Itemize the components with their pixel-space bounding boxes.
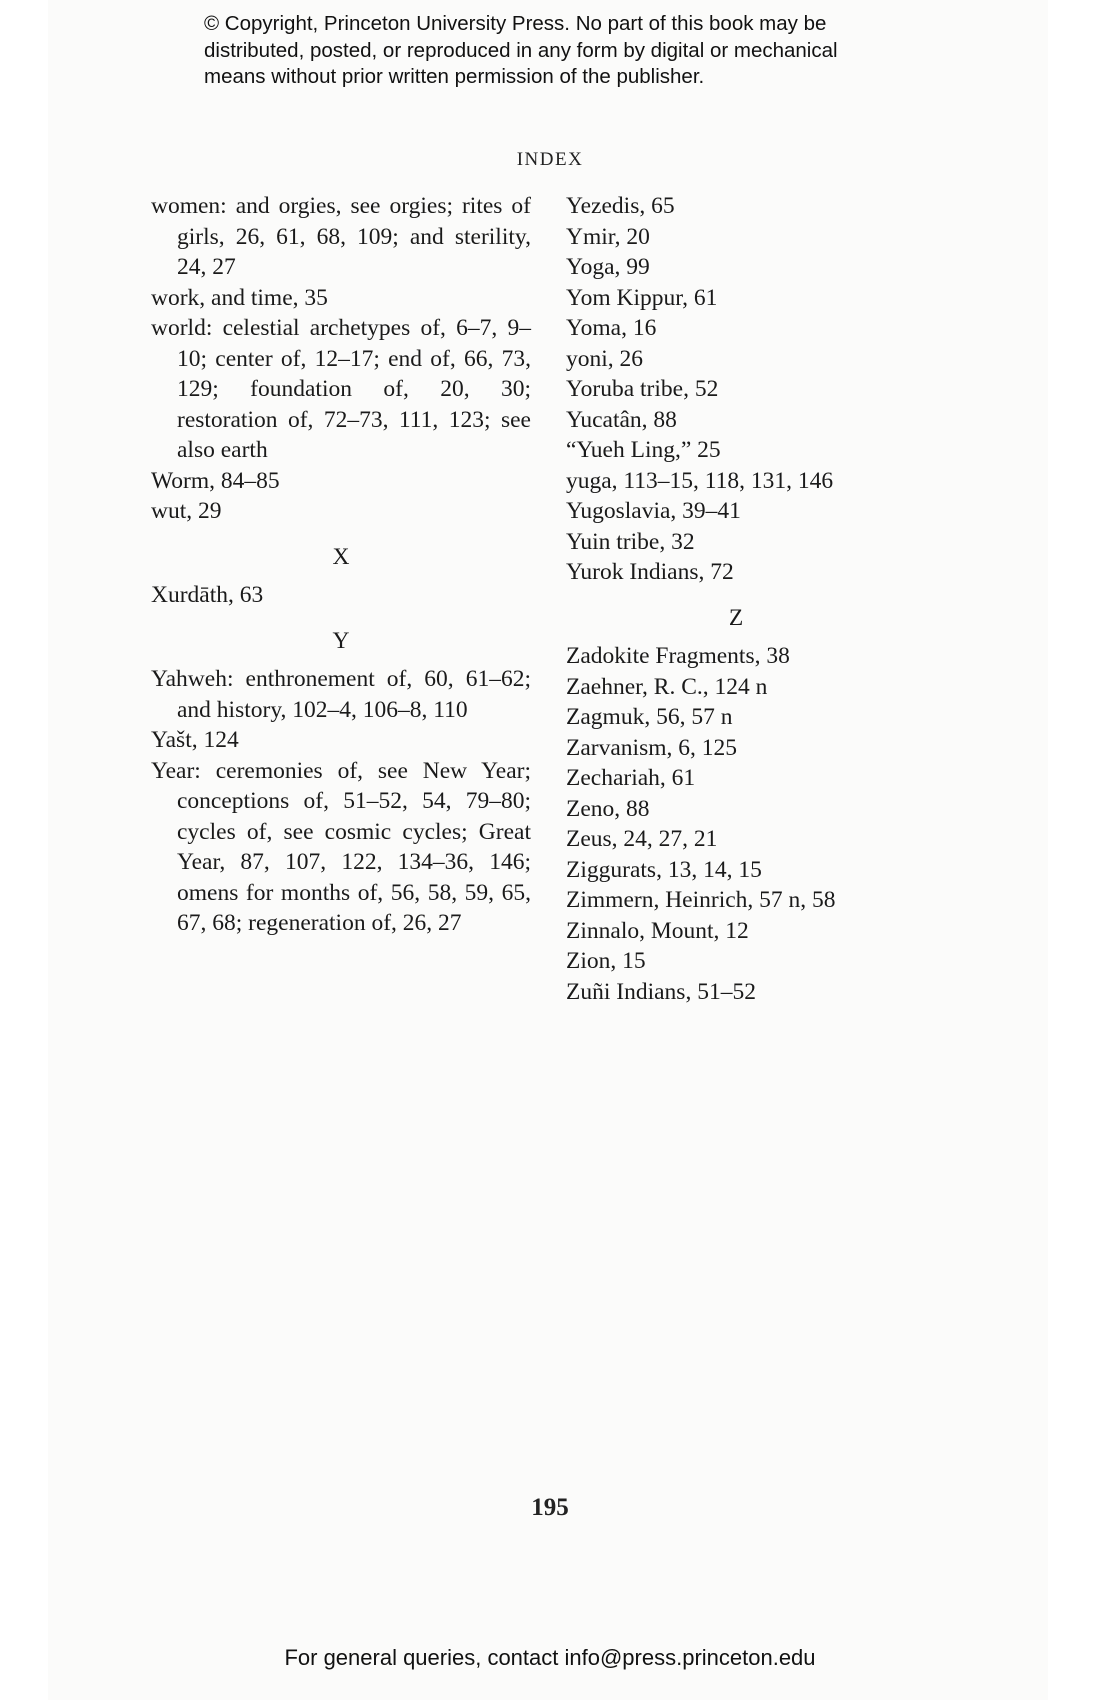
index-entry: Zeno, 88 xyxy=(566,795,650,822)
copyright-line: © Copyright, Princeton University Press. No part of this book may be xyxy=(204,12,827,35)
index-entry: Zagmuk, 56, 57 n xyxy=(566,704,733,730)
index-entry: Zinnalo, Mount, 12 xyxy=(566,917,749,944)
copyright-line: distributed, posted, or reproduced in any form by digital or mechanical xyxy=(204,38,838,62)
index-entry: Zimmern, Heinrich, 57 n, 58 xyxy=(566,887,836,913)
index-entry: Worm, 84–85 xyxy=(151,467,280,494)
index-entry: Zaehner, R. C., 124 n xyxy=(566,673,768,700)
index-entry: Zuñi Indians, 51–52 xyxy=(566,978,756,1005)
copyright-notice xyxy=(204,11,924,91)
index-entry: Yoruba tribe, 52 xyxy=(566,376,719,402)
index-entry: Yucatân, 88 xyxy=(566,406,677,433)
footer-contact: For general queries, contact info@press.princeton.edu xyxy=(284,1645,816,1670)
index-entry: Yašt, 124 xyxy=(151,727,239,753)
index-entry: work, and time, 35 xyxy=(151,284,328,311)
page-number: 195 xyxy=(531,1494,569,1521)
index-entry: Yahweh: enthronement of, 60, 61–62; and history, 102–4, 106–8, 110 xyxy=(151,666,531,723)
entry-group-w xyxy=(151,191,531,527)
index-entry: Year: ceremonies of, see New Year; conceptions of, 51–52, 54, 79–80; cycles of, see cosmic cycles; Great Year, 87, 107, 122, 134–36, 146; omens for months of, 56, 58, 59, 65, 67, 68; regeneration of, 26, 27 xyxy=(151,757,531,936)
copyright-line: means without prior written permission of the publisher. xyxy=(204,65,705,88)
index-entry: Zechariah, 61 xyxy=(566,765,696,791)
index-entry: Yugoslavia, 39–41 xyxy=(566,498,741,524)
index-entry: Yezedis, 65 xyxy=(566,193,675,219)
index-entry: “Yueh Ling,” 25 xyxy=(566,437,721,463)
entry-group-y xyxy=(151,664,531,939)
section-letter-y: Y xyxy=(332,627,350,654)
index-entry: Ymir, 20 xyxy=(566,223,650,250)
section-letter-z: Z xyxy=(728,604,744,631)
index-entry: Xurdāth, 63 xyxy=(151,582,264,608)
index-entry: Zeus, 24, 27, 21 xyxy=(566,826,718,852)
index-entry: world: celestial archetypes of, 6–7, 9–10; center of, 12–17; end of, 66, 73, 129; foundation of, 20, 30; restoration of, 72–73, 111, 123; see also earth xyxy=(151,315,531,463)
index-entry: Yoma, 16 xyxy=(566,315,657,341)
index-entry: Ziggurats, 13, 14, 15 xyxy=(566,856,762,883)
index-entry: Zion, 15 xyxy=(566,948,646,974)
index-entry: yuga, 113–15, 118, 131, 146 xyxy=(566,467,834,494)
section-letter-x: X xyxy=(332,543,350,570)
index-entry: women: and orgies, see orgies; rites of girls, 26, 61, 68, 109; and sterility, 24, 27 xyxy=(151,193,531,280)
entry-group-y xyxy=(566,191,906,588)
running-head: INDEX xyxy=(516,149,584,170)
entry-group-x xyxy=(151,580,531,611)
index-entry: Yom Kippur, 61 xyxy=(566,284,718,311)
index-entry: wut, 29 xyxy=(151,498,222,524)
index-entry: Zarvanism, 6, 125 xyxy=(566,734,737,761)
index-column-left xyxy=(151,191,531,939)
index-entry: yoni, 26 xyxy=(566,345,644,372)
index-entry: Yuin tribe, 32 xyxy=(566,528,695,555)
index-entry: Yurok Indians, 72 xyxy=(566,559,734,585)
index-entry: Yoga, 99 xyxy=(566,254,650,280)
index-column-right xyxy=(566,191,906,1007)
entry-group-z xyxy=(566,641,906,1007)
index-entry: Zadokite Fragments, 38 xyxy=(566,643,790,669)
